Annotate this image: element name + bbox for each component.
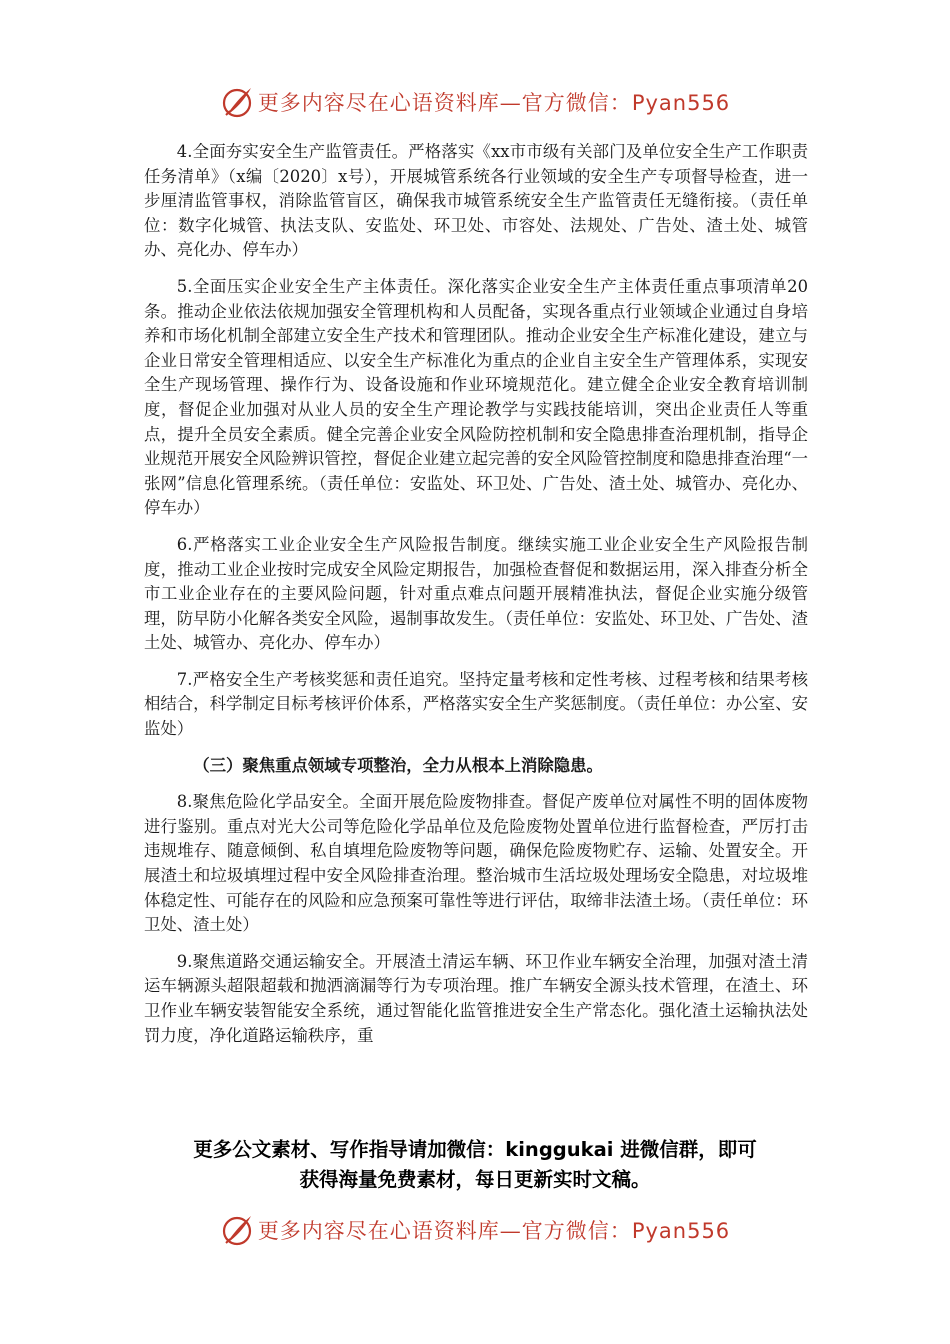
section-heading: （三）聚焦重点领域专项整治，全力从根本上消除隐患。 xyxy=(193,755,603,775)
paragraph-9: 9.聚焦道路交通运输安全。开展渣土清运车辆、环卫作业车辆安全治理，加强对渣土清运车辆源头超限超载和抛洒滴漏等行为专项治理。推广车辆安全源头技术管理，在渣土、环卫作业车辆安装智能安全系统，通过智能化监管推进安全生产常态化。强化渣土运输执法处罚力度，净化道路运输秩序，重 xyxy=(144,951,808,1045)
document-body xyxy=(144,140,808,1048)
banner-wechat-id: Pyan556 xyxy=(631,91,731,115)
footer-banner xyxy=(0,1210,950,1250)
paragraph-6: 6.严格落实工业企业安全生产风险报告制度。继续实施工业企业安全生产风险报告制度，推动工业企业按时完成安全风险定期报告，加强检查督促和数据运用，深入排查分析全市工业企业存在的主要风险问题，针对重点难点问题开展精准执法，督促企业实施分级管理，防早防小化解各类安全风险，遏制事故发生。（责任单位：安监处、环卫处、广告处、渣土处、城管办、亮化办、停车办） xyxy=(144,534,808,653)
banner-wechat-id: Pyan556 xyxy=(631,1219,731,1243)
promo-line-1: 更多公文素材、写作指导请加微信：kinggukai 进微信群，即可 xyxy=(193,1138,757,1161)
banner-text: 更多内容尽在心语资料库—官方微信：Pyan556 xyxy=(257,91,731,115)
promo-line-2: 获得海量免费素材，每日更新实时文稿。 xyxy=(299,1168,651,1191)
paragraph-4: 4.全面夯实安全生产监管责任。严格落实《xx市市级有关部门及单位安全生产工作职责任务清单》（x编〔2020〕x号），开展城管系统各行业领域的安全生产专项督导检查，进一步厘清监管事权，消除监管盲区，确保我市城管系统安全生产监管责任无缝衔接。（责任单位：数字化城管、执法支队、安监处、环卫处、市容处、法规处、广告处、渣土处、城管办、亮化办、停车办） xyxy=(144,142,808,260)
paragraph-8: 8.聚焦危险化学品安全。全面开展危险废物排查。督促产废单位对属性不明的固体废物进行鉴别。重点对光大公司等危险化学品单位及危险废物处置单位进行监督检查，严厉打击违规堆存、随意倾倒、私自填埋危险废物等问题，确保危险废物贮存、运输、处置安全。开展渣土和垃圾填埋过程中安全风险排查治理。整治城市生活垃圾处理场安全隐患，对垃圾堆体稳定性、可能存在的风险和应急预案可靠性等进行评估，取缔非法渣土场。（责任单位：环卫处、渣土处） xyxy=(144,792,808,935)
promo-callout xyxy=(0,1135,950,1195)
paragraph-5: 5.全面压实企业安全生产主体责任。深化落实企业安全生产主体责任重点事项清单20条。推动企业依法依规加强安全管理机构和人员配备，实现各重点行业领域企业通过自身培养和市场化机制全部建立安全生产技术和管理团队。推动企业安全生产标准化建设，建立与企业日常安全管理相适应、以安全生产标准化为重点的企业自主安全生产管理体系，实现安全生产现场管理、操作行为、设备设施和作业环境规范化。建立健全企业安全教育培训制度，督促企业加强对从业人员的安全生产理论教学与实践技能培训，突出企业责任人等重点，提升全员安全素质。健全完善企业安全风险防控机制和安全隐患排查治理机制，指导企业规范开展安全风险辨识管控，督促企业建立起完善的安全风险管控制度和隐患排查治理“一张网”信息化管理系统。（责任单位：安监处、环卫处、广告处、渣土处、城管办、亮化办、停车办） xyxy=(144,276,809,518)
header-banner xyxy=(0,82,950,122)
paragraph-7: 7.严格安全生产考核奖惩和责任追究。坚持定量考核和定性考核、过程考核和结果考核相结合，科学制定目标考核评价体系，严格落实安全生产奖惩制度。（责任单位：办公室、安监处） xyxy=(144,669,808,739)
quill-pen-logo-icon xyxy=(220,1213,254,1247)
banner-text: 更多内容尽在心语资料库—官方微信：Pyan556 xyxy=(257,1219,731,1243)
quill-pen-logo-icon xyxy=(220,85,254,119)
